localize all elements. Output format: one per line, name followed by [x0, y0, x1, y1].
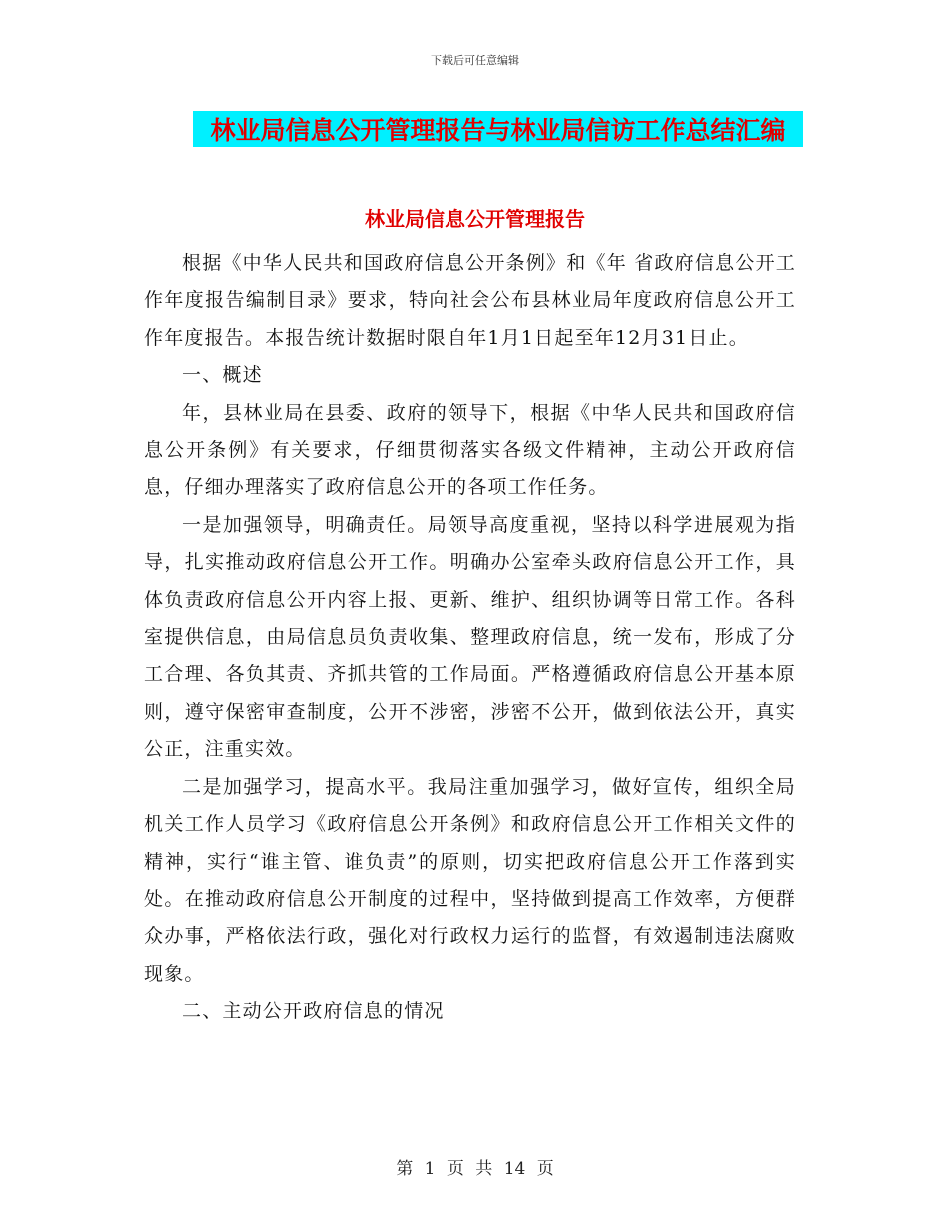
paragraph-intro: 根据《中华人民共和国政府信息公开条例》和《年 省政府信息公开工作年度报告编制目录》要求，特向社会公布县林业局年度政府信息公开工作年度报告。本报告统计数据时限自年1月1日起至年12月31日止。: [144, 252, 796, 349]
main-title: 林业局信息公开管理报告与林业局信访工作总结汇编: [210, 116, 786, 145]
page-header-note: 下载后可任意编辑: [431, 54, 519, 67]
document-body: [144, 245, 796, 1031]
paragraph-overview: 年，县林业局在县委、政府的领导下，根据《中华人民共和国政府信息公开条例》有关要求，仔细贯彻落实各级文件精神，主动公开政府信息，仔细办理落实了政府信息公开的各项工作任务。: [144, 401, 796, 499]
section-title: 林业局信息公开管理报告: [365, 207, 585, 231]
heading-active-disclosure: 二、主动公开政府信息的情况: [182, 1000, 445, 1023]
heading-overview: 一、概述: [182, 364, 263, 387]
paragraph-study: 二是加强学习，提高水平。我局注重加强学习，做好宣传，组织全局机关工作人员学习《政府信息公开条例》和政府信息公开工作相关文件的精神，实行“谁主管、谁负责”的原则，切实把政府信息公开工作落到实处。在推动政府信息公开制度的过程中，坚持做到提高工作效率，方便群众办事，严格依法行政，强化对行政权力运行的监督，有效遏制违法腐败现象。: [144, 775, 796, 985]
paragraph-leadership: 一是加强领导，明确责任。局领导高度重视，坚持以科学进展观为指导，扎实推动政府信息公开工作。明确办公室牵头政府信息公开工作，具体负责政府信息公开内容上报、更新、维护、组织协调等日常工作。各科室提供信息，由局信息员负责收集、整理政府信息，统一发布，形成了分工合理、各负其责、齐抓共管的工作局面。严格遵循政府信息公开基本原则，遵守保密审查制度，公开不涉密，涉密不公开，做到依法公开，真实公正，注重实效。: [144, 513, 796, 761]
page-footer-number: 第 1 页 共 14 页: [396, 1159, 554, 1179]
main-title-highlight: [193, 111, 803, 147]
